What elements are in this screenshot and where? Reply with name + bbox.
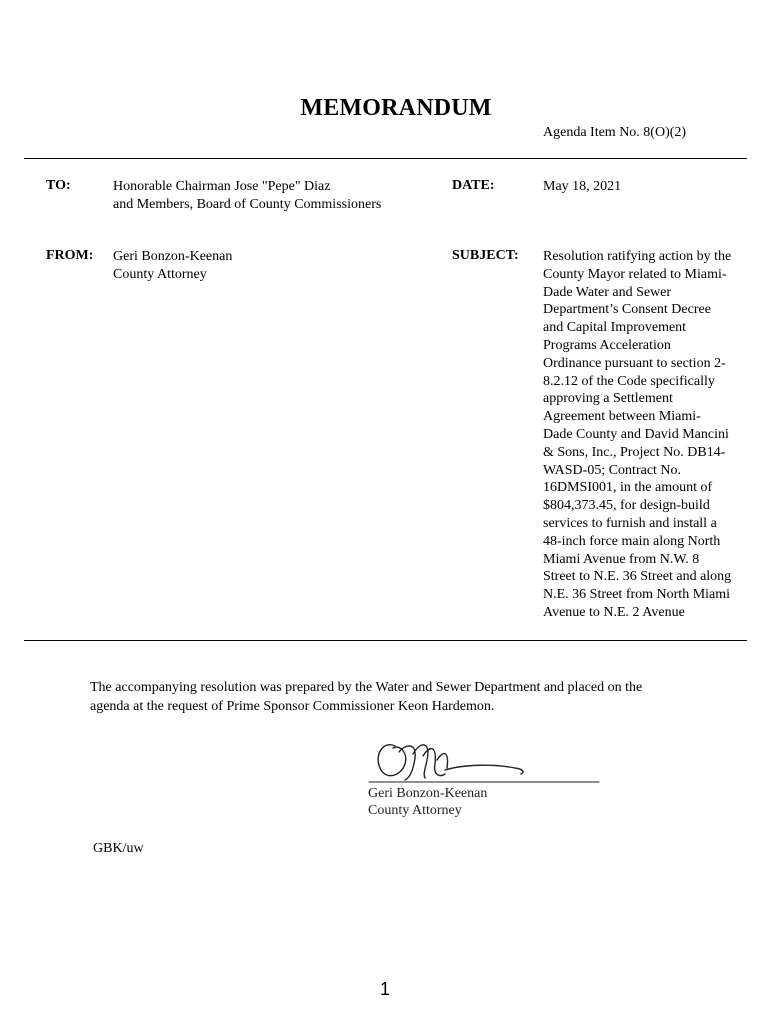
- subject-text: Resolution ratifying action by the County Mayor related to Miami- Dade Water and Sewer Department’s Consent Decree and Capital Improvement Programs Acceleration Ordinance pursuant to section 2- 8.2.12 of the Code specifically approving a Settlement Agreement between Miami- Dade County and David Mancini & Sons, Inc., Project No. DB14- WASD-05; Contract No. 16DMSI001, in the amount of $804,373.45, for design-build services to furnish and install a 48-inch force main along North Miami Avenue from N.W. 8 Street to N.E. 36 Street and along N.E. 36 Street from North Miami Avenue to N.E. 2 Avenue: [543, 249, 732, 620]
- agenda-item-number: Agenda Item No. 8(O)(2): [543, 125, 687, 140]
- body-paragraph: The accompanying resolution was prepared by the Water and Sewer Department and placed on the agenda at the request of Prime Sponsor Commissioner Keon Hardemon.: [90, 680, 643, 714]
- to-recipient: Honorable Chairman Jose "Pepe" Diaz and Members, Board of County Commissioners: [113, 179, 382, 212]
- signatory-title: County Attorney: [368, 803, 462, 818]
- from-sender: Geri Bonzon-Keenan County Attorney: [113, 249, 233, 282]
- top-divider: [24, 158, 747, 159]
- bottom-divider: [24, 640, 747, 641]
- subject-label: SUBJECT:: [452, 248, 519, 263]
- typist-initials: GBK/uw: [93, 841, 144, 856]
- to-label: TO:: [46, 178, 71, 193]
- signatory-block: [368, 785, 487, 819]
- page-number: 1: [379, 979, 390, 999]
- handwritten-signature: [365, 734, 605, 791]
- from-label: FROM:: [46, 248, 94, 263]
- memo-title: MEMORANDUM: [300, 95, 492, 121]
- date-value: May 18, 2021: [543, 179, 622, 194]
- signatory-name: Geri Bonzon-Keenan: [368, 786, 488, 801]
- date-label: DATE:: [452, 178, 495, 193]
